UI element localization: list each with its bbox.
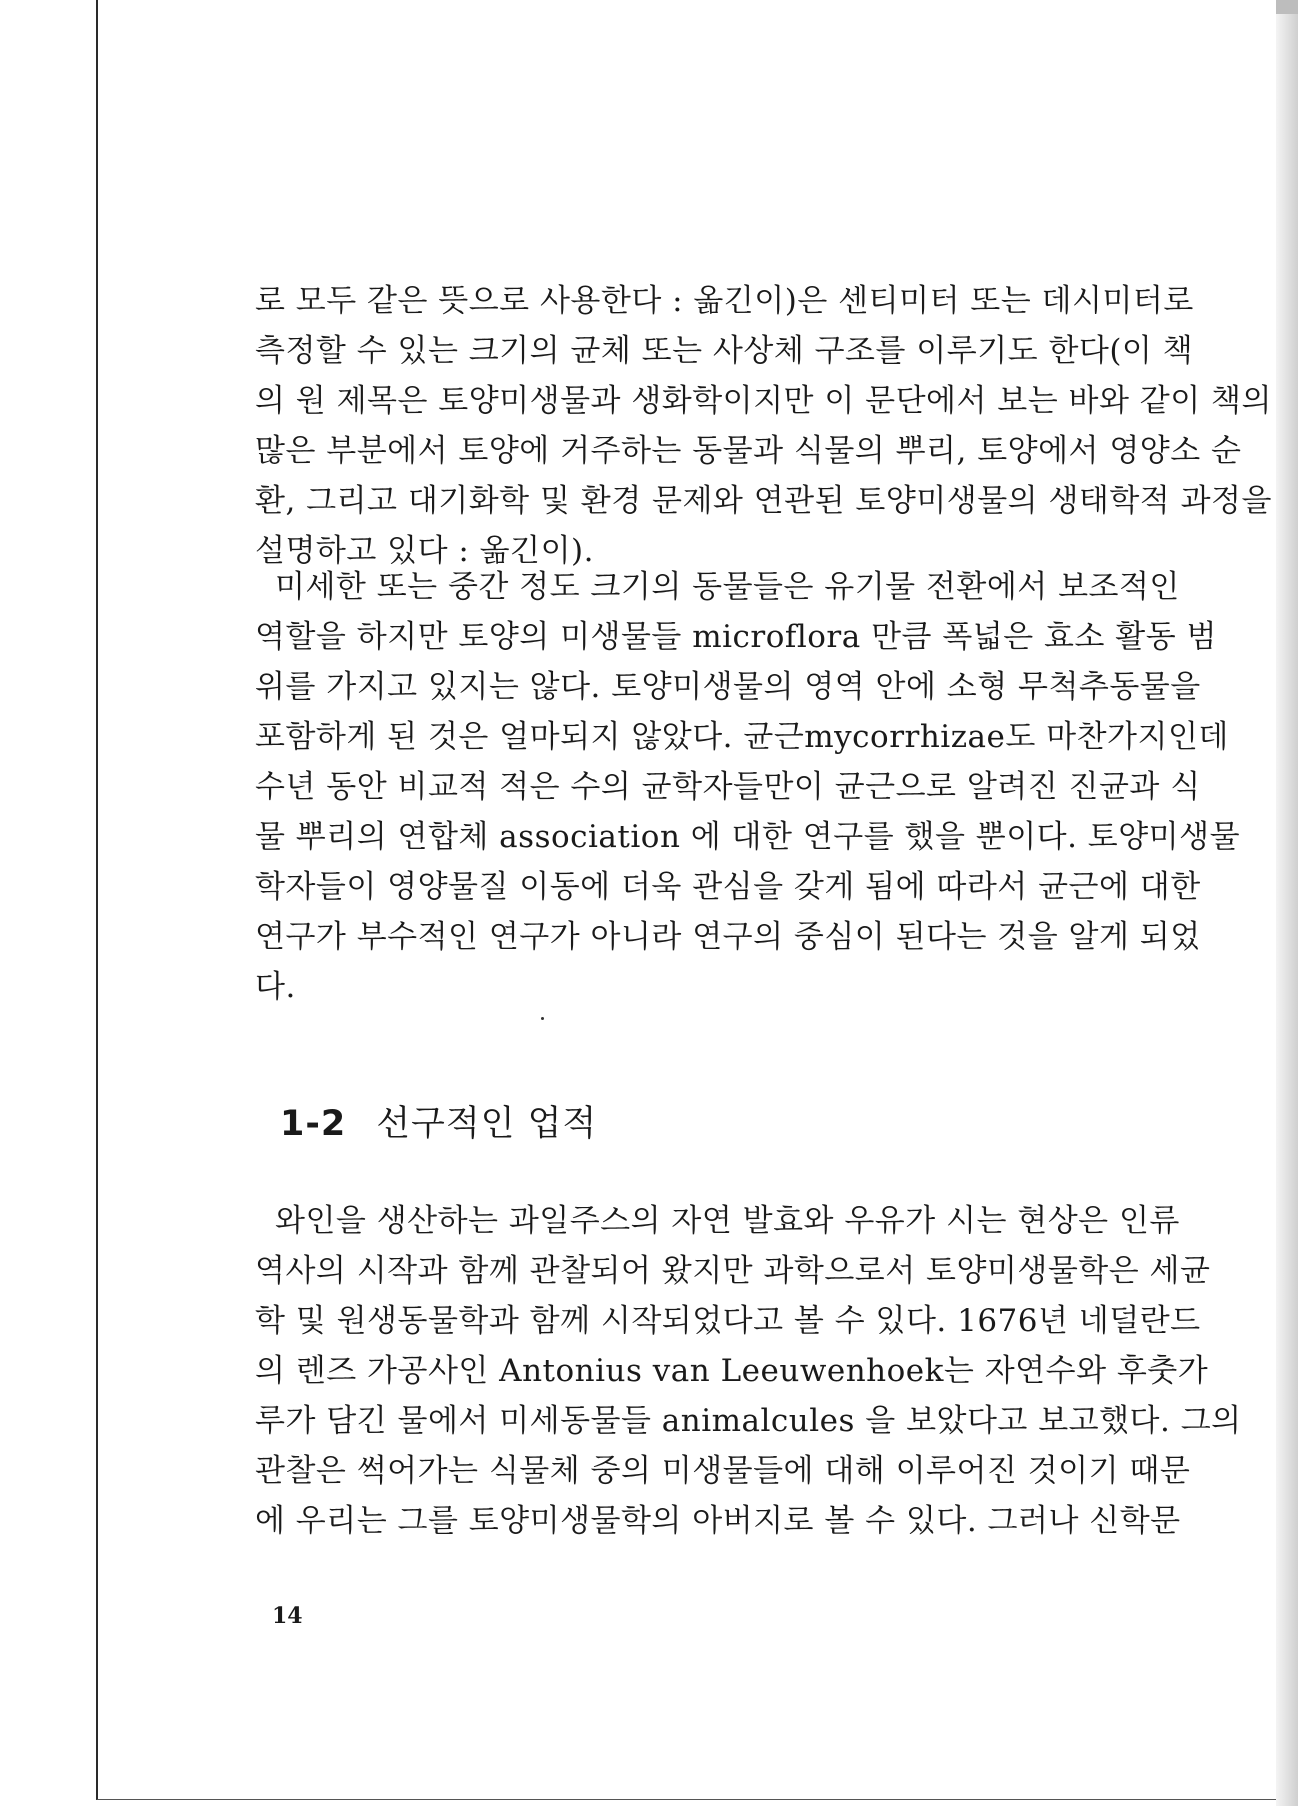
- text-line: 연구가 부수적인 연구가 아니라 연구의 중심이 된다는 것을 알게 되었: [255, 919, 1201, 955]
- section-heading: [280, 1096, 597, 1146]
- section-title: 선구적인 업적: [376, 1104, 598, 1144]
- text-line: 다.: [255, 969, 296, 1005]
- page-number: 14: [272, 1603, 303, 1629]
- text-line: 미세한 또는 중간 정도 크기의 동물들은 유기물 전환에서 보조적인: [275, 569, 1180, 605]
- text-line: 역할을 하지만 토양의 미생물들 microflora 만큼 폭넓은 효소 활동 범: [255, 619, 1217, 655]
- text-line: 역사의 시작과 함께 관찰되어 왔지만 과학으로서 토양미생물학은 세균: [255, 1253, 1211, 1289]
- text-line: 루가 담긴 물에서 미세동물들 animalcules 을 보았다고 보고했다. 그의: [255, 1403, 1242, 1439]
- text-line: 물 뿌리의 연합체 association 에 대한 연구를 했을 뿐이다. 토양미생물: [255, 819, 1241, 855]
- text-line: 포함하게 된 것은 얼마되지 않았다. 균근mycorrhizae도 마찬가지인데: [255, 719, 1229, 755]
- text-line: 의 원 제목은 토양미생물과 생화학이지만 이 문단에서 보는 바와 같이 책의: [255, 383, 1272, 419]
- text-line: 학 및 원생동물학과 함께 시작되었다고 볼 수 있다. 1676년 네덜란드: [255, 1303, 1201, 1339]
- page-edge-corner: [1276, 0, 1298, 14]
- section-number: 1-2: [280, 1104, 347, 1144]
- text-line: 환, 그리고 대기화학 및 환경 문제와 연관된 토양미생물의 생태학적 과정을: [255, 483, 1272, 519]
- text-line: 와인을 생산하는 과일주스의 자연 발효와 우유가 시는 현상은 인류: [275, 1203, 1180, 1239]
- scan-speck: [541, 1017, 544, 1020]
- text-line: 설명하고 있다 : 옮긴이).: [255, 533, 594, 569]
- text-line: 의 렌즈 가공사인 Antonius van Leeuwenhoek는 자연수와 후춧가: [255, 1353, 1209, 1389]
- paragraph-pioneers: [255, 1196, 1242, 1546]
- text-line: 관찰은 썩어가는 식물체 중의 미생물들에 대해 이루어진 것이기 때문: [255, 1453, 1191, 1489]
- page-edge-shadow: [1276, 0, 1298, 1806]
- text-line: 측정할 수 있는 크기의 균체 또는 사상체 구조를 이루기도 한다(이 책: [255, 333, 1194, 369]
- paragraph-microfauna: [255, 562, 1241, 1012]
- text-line: 위를 가지고 있지는 않다. 토양미생물의 영역 안에 소형 무척추동물을: [255, 669, 1201, 705]
- paragraph-continued: [255, 276, 1272, 576]
- text-line: 학자들이 영양물질 이동에 더욱 관심을 갖게 됨에 따라서 균근에 대한: [255, 869, 1201, 905]
- text-line: 많은 부분에서 토양에 거주하는 동물과 식물의 뿌리, 토양에서 영양소 순: [255, 433, 1242, 469]
- text-line: 에 우리는 그를 토양미생물학의 아버지로 볼 수 있다. 그러나 신학문: [255, 1503, 1181, 1539]
- text-line: 로 모두 같은 뜻으로 사용한다 : 옮긴이)은 센티미터 또는 데시미터로: [255, 283, 1194, 319]
- text-line: 수년 동안 비교적 적은 수의 균학자들만이 균근으로 알려진 진균과 식: [255, 769, 1201, 805]
